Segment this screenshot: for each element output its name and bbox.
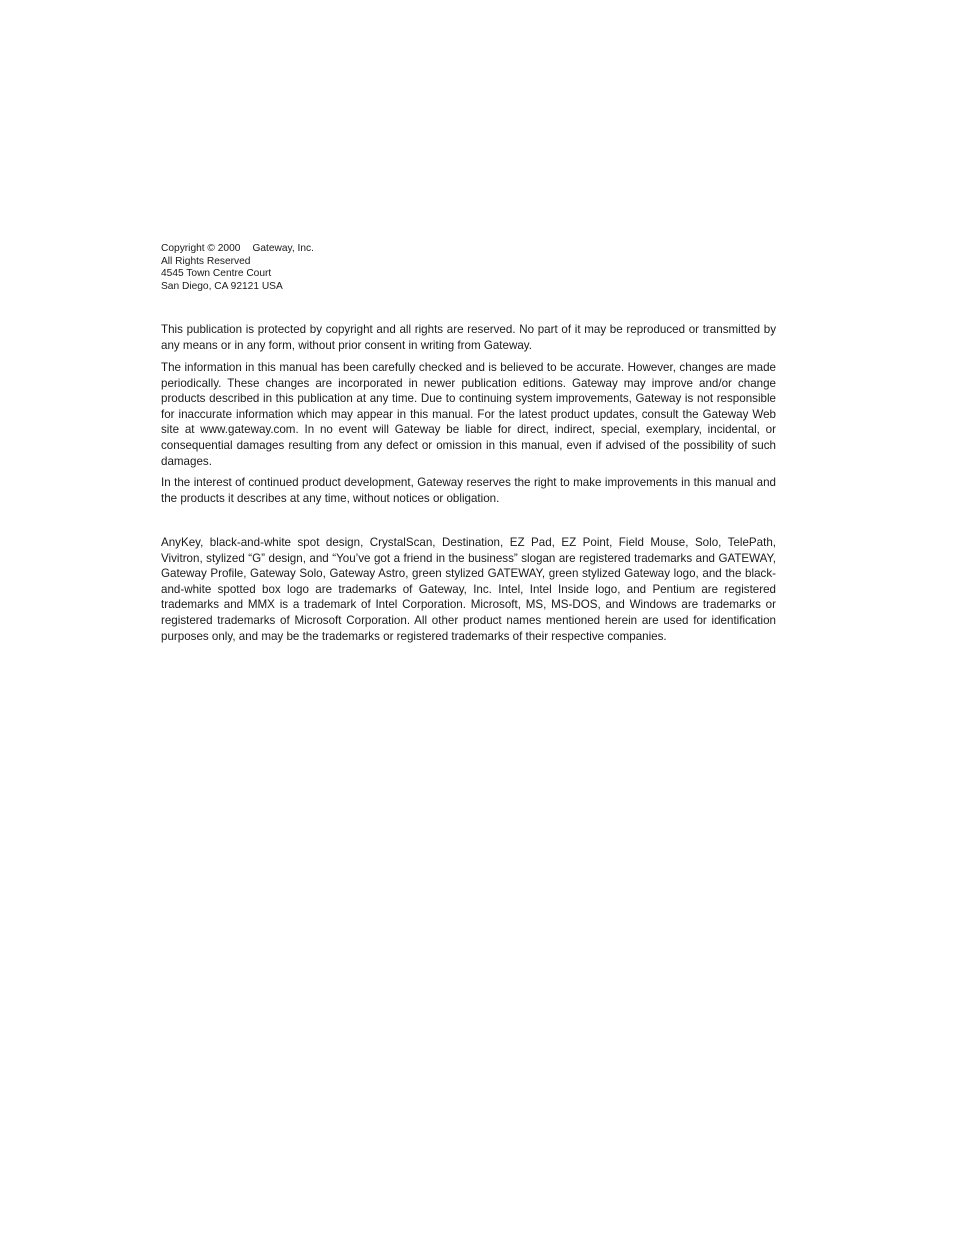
copyright-line [161, 243, 561, 256]
street-address-line: 4545 Town Centre Court [161, 268, 272, 279]
disclaimer-paragraph: The information in this manual has been carefully checked and is believed to be accurate. However, changes are made periodically. These changes are incorporated in newer publication editions. Gateway may improve and/or change products described in this publication at any time. Due to continuing system improvements, Gateway is not responsible for inaccurate information which may appear in this manual. For the latest product updates, consult the Gateway Web site at www.gateway.com. In no event will Gateway be liable for direct, indirect, special, exemplary, incidental, or consequential damages resulting from any defect or omission in this manual, even if advised of the possibility of such damages. [161, 361, 776, 468]
trademarks-paragraph: AnyKey, black-and-white spot design, CrystalScan, Destination, EZ Pad, EZ Point, Field Mouse, Solo, TelePath, Vivitron, stylized “G” design, and “You’ve got a friend in the business” slogan are registered trademarks and GATEWAY, Gateway Profile, Gateway Solo, Gateway Astro, green stylized GATEWAY, green stylized Gateway logo, and the black-and-white spotted box logo are trademarks of Gateway, Inc. Intel, Intel Inside logo, and Pentium are registered trademarks and MMX is a trademark of Intel Corporation. Microsoft, MS, MS-DOS, and Windows are trademarks or registered trademarks of Microsoft Corporation. All other product names mentioned herein are used for identification purposes only, and may be the trademarks or registered trademarks of their respective companies. [161, 536, 776, 643]
product-development-paragraph: In the interest of continued product development, Gateway reserves the right to make improvements in this manual and the products it describes at any time, without notices or obligation. [161, 476, 776, 505]
company-name: Gateway, Inc. [252, 243, 314, 254]
city-state-zip-line: San Diego, CA 92121 USA [161, 280, 283, 292]
rights-reserved-line: All Rights Reserved [161, 255, 251, 267]
copyright-protection-paragraph: This publication is protected by copyright and all rights are reserved. No part of it may be reproduced or transmitted by any means or in any form, without prior consent in writing from Gateway. [161, 323, 776, 352]
copyright-address-block [161, 243, 561, 293]
copyright-notice: Copyright © 2000 [161, 243, 241, 254]
